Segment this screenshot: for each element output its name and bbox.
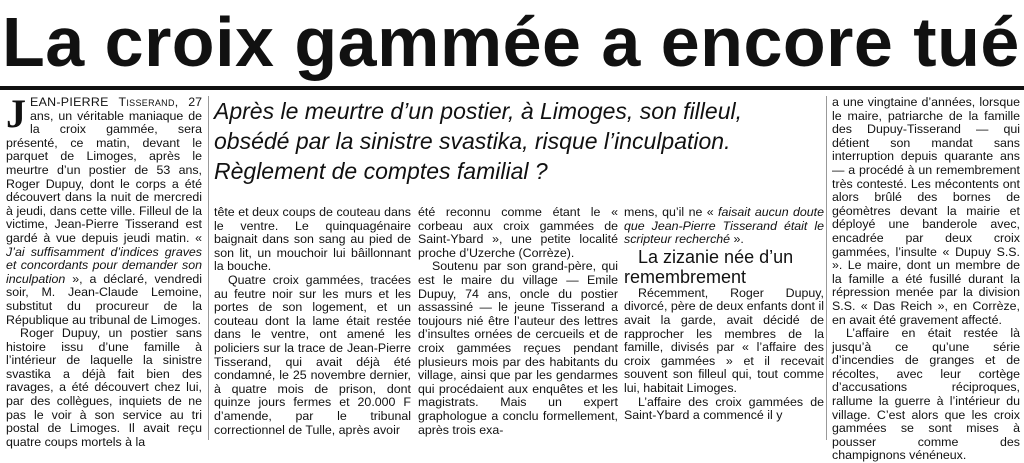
headline-rule bbox=[0, 86, 1024, 90]
paragraph: Roger Dupuy, un postier sans histoire issu d’une famille à l’intérieur de laquelle la sinistre svastika a déjà fait bien des ravages, a été découvert chez lui, par des collègues, inquiets de ne pas le voir à son service au tri postal de Limoges. Il avait reçu quatre coups mortels à la bbox=[6, 326, 202, 449]
lead-in: EAN-PIERRE Tisserand, bbox=[30, 95, 179, 109]
quote-end: ». bbox=[730, 232, 744, 247]
column-1 bbox=[6, 91, 202, 449]
subheading: La zizanie née d’un remembrement bbox=[624, 246, 794, 287]
paragraph: Quatre croix gammées, tracées au feutre noir sur les murs et les portes de son logement, et un couteau dont la lame était restée dans le ventre, ont amené les policiers sur la trace de Jean-Pierre Tisserand, qui avait déjà été condamné, le 25 novembre dernier, à quatre mois de prison, dont quinze jours fermes et 20.000 F d’amende, par le tribunal correctionnel de Tulle, après avoir bbox=[214, 272, 411, 437]
prosecutor-quote: J’ai suffisamment d’indices graves et concordants pour demander son inculpation bbox=[6, 244, 202, 286]
quote-start: mens, qu’il ne « bbox=[624, 205, 714, 219]
paragraph: Soutenu par son grand-père, qui est le maire du village — Emile Dupuy, 74 ans, oncle du postier assassiné — le jeune Tisserand a toujours nié être l’auteur des lettres d’insultes ornées de cercueils et de croix gammées reçues pendant plusieurs mois par des habitants du village, ainsi que par les gendarmes qui procédaient aux enquêtes et les magistrats. Mais un expert graphologue a conclu formellement, après trois exa- bbox=[418, 259, 618, 437]
drop-cap: J bbox=[6, 91, 26, 136]
headline: La croix gammée a encore tué bbox=[2, 3, 1020, 81]
expert-quote: faisait aucun doute que Jean-Pierre Tisserand était le scripteur recherché bbox=[624, 205, 824, 247]
lead-body: 27 ans, un véritable maniaque de la croix gammée, sera présenté, ce matin, devant le parquet de Limoges, après le meurtre d’un postier de 53 ans, Roger Dupuy, dont le corps a été découvert dans la nuit de mercredi à jeudi, dans cette ville. Filleul de la victime, Jean-Pierre Tisserand est gardé à vue depuis jeudi matin. « bbox=[6, 95, 202, 245]
column-5 bbox=[832, 95, 1020, 463]
deck: Après le meurtre d’un postier, à Limoges, son filleul, obsédé par la sinistre svastika, risque l’inculpation. Règlement de comptes familial ? bbox=[214, 98, 742, 184]
column-3 bbox=[418, 206, 618, 442]
paragraph: tête et deux coups de couteau dans le ventre. Le quinquagénaire baignait dans son sang au pied de son lit, un mouchoir lui bâillonnant la bouche. bbox=[214, 205, 411, 274]
column-divider bbox=[208, 96, 209, 440]
column-divider bbox=[826, 96, 827, 440]
column-2 bbox=[214, 206, 411, 442]
paragraph bbox=[624, 206, 824, 247]
lead-end: », a déclaré, vendredi soir, M. Jean-Claude Lemoine, substitut du procureur de la République au tribunal de Limoges. bbox=[6, 271, 202, 327]
column-4 bbox=[624, 206, 824, 442]
paragraph: été reconnu comme étant le « corbeau aux croix gammées de Saint-Ybard », une petite localité proche d’Uzerche (Corrèze). bbox=[418, 205, 618, 260]
paragraph: L’affaire des croix gammées de Saint-Ybard a commencé il y bbox=[624, 394, 824, 423]
paragraph: L’affaire en était restée là jusqu’à ce qu’une série d’incendies de granges et de récoltes, avec leur cortège d’accusations réciproques, rallume la guerre à l’intérieur du village. C’est alors que les croix gammées se sont mises à pousser comme des champignons vénéneux. bbox=[832, 326, 1020, 463]
lead-paragraph bbox=[6, 91, 202, 327]
paragraph: Récemment, Roger Dupuy, divorcé, père de deux enfants dont il avait la garde, avait décidé de rapprocher les membres de la famille, divisés par « l’affaire des croix gammées » et il recevait souvent son filleul qui, tout comme lui, habitait Limoges. bbox=[624, 285, 824, 395]
paragraph: a une vingtaine d’années, lorsque le maire, patriarche de la famille des Dupuy-Tisserand — qui détient son mandat sans interruption depuis quarante ans — a procédé à un remembrement très contesté. Les mécontents ont alors brûlé des bornes de géomètres devant la mairie et déployé une banderole avec, encadrée par deux croix gammées, l’insulte « Dupuy S.S. ». Le maire, dont un membre de la famille a été fusillé durant la répression menée par la division S.S. « Das Reich », en Corrèze, en avait été gravement affecté. bbox=[832, 95, 1020, 327]
